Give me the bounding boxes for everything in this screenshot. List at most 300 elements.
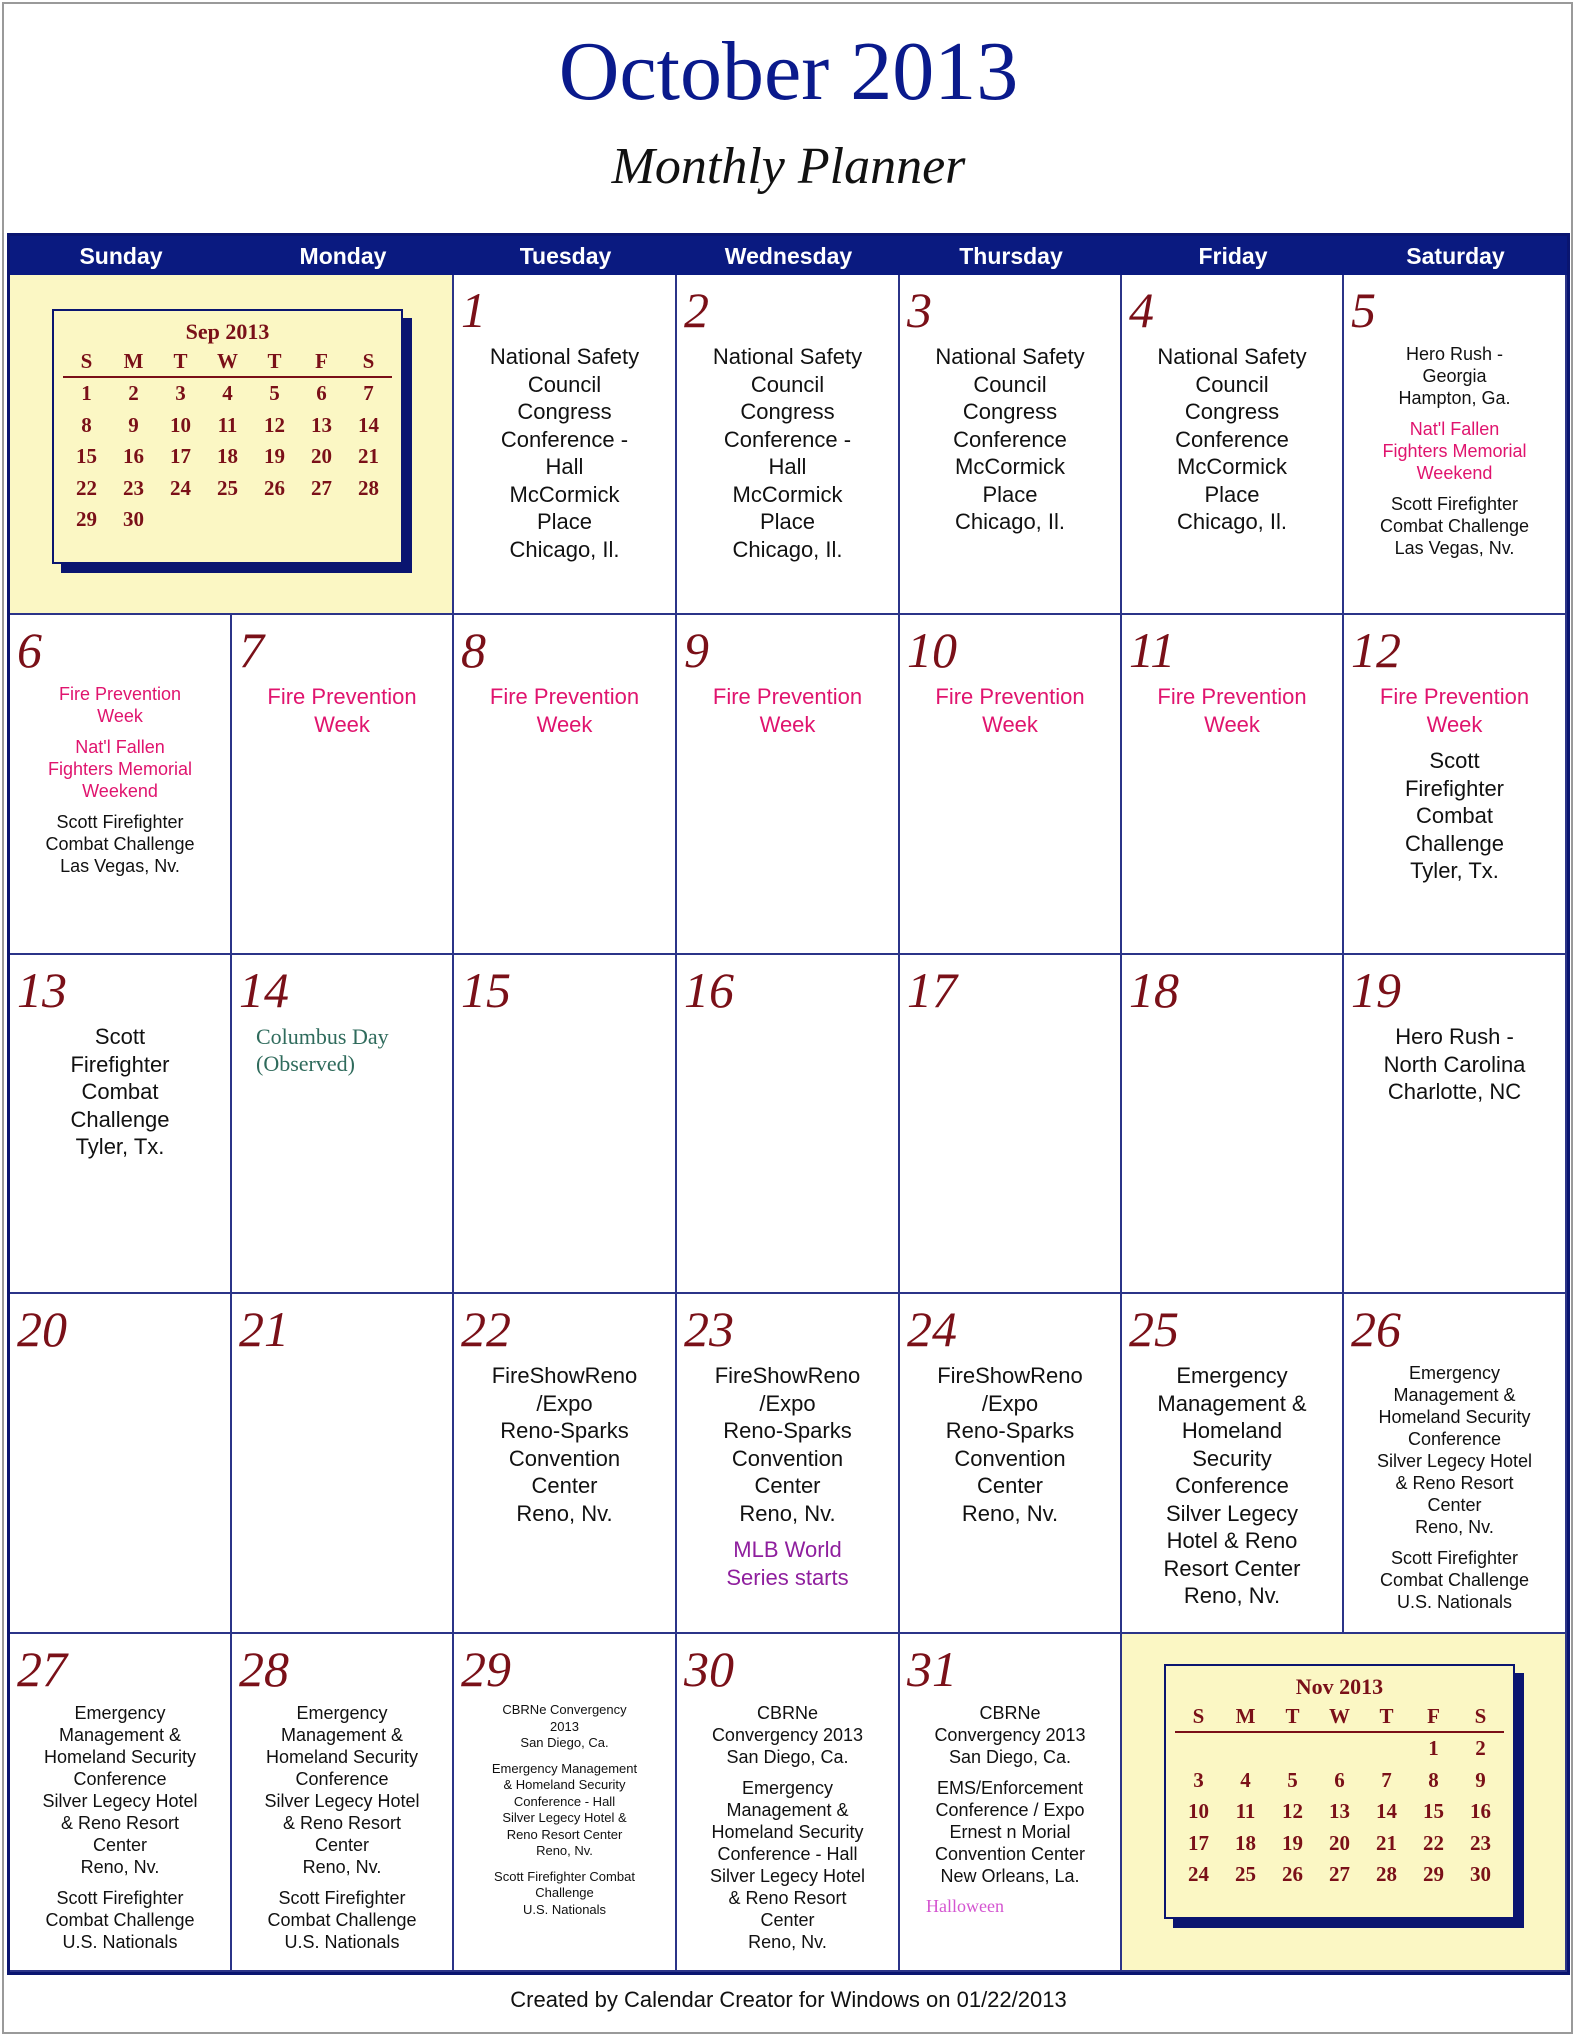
day-events [902,683,1118,747]
calendar-event[interactable] [1124,343,1340,536]
event-line: Hall [768,454,807,479]
mini-dow: W [204,347,251,377]
calendar-event[interactable] [1346,493,1563,559]
mini-day [1175,1732,1222,1765]
event-line: /Expo [759,1390,816,1416]
mini-day: 7 [1381,1767,1392,1792]
day-number: 12 [1351,622,1401,678]
event-line: CBRNe Convergency [502,1702,627,1717]
day-header-thursday: Thursday [900,236,1122,275]
event-line: Week [1204,711,1260,737]
mini-day [1269,1732,1316,1765]
day-events [1124,683,1340,747]
day-cell-9[interactable] [677,615,900,955]
calendar-event[interactable] [456,1362,673,1527]
day-cell-16[interactable] [677,955,900,1294]
event-line: Fire Prevention [935,684,1085,709]
event-line: Reno, Nv. [961,1500,1059,1526]
calendar-event[interactable] [902,1896,1118,1917]
mini-day: 30 [1470,1862,1491,1887]
event-line: Conference / Expo [935,1800,1085,1820]
day-number: 6 [17,622,42,678]
event-line: Combat Challenge [45,834,195,854]
calendar-event[interactable] [1346,683,1563,738]
mini-day: 24 [1188,1862,1209,1887]
mini-day: 12 [1282,1799,1303,1824]
event-line: Security [1192,1445,1272,1471]
event-line: Reno Resort Center [506,1826,623,1842]
mini-day [345,504,392,536]
calendar-event[interactable] [12,1887,228,1953]
day-number: 7 [239,622,264,678]
day-cell-8[interactable] [454,615,677,955]
event-line: & Homeland Security [503,1777,626,1792]
day-events [679,683,896,747]
day-events [1124,343,1340,545]
mini-day: 26 [264,475,285,500]
event-line: Challenge [535,1885,594,1900]
event-line: EMS/Enforcement [936,1778,1084,1798]
event-line: Scott Firefighter [278,1888,406,1908]
event-line: CBRNe [756,1703,818,1723]
day-events [456,343,673,572]
calendar-event[interactable] [679,343,896,563]
event-line: Council [527,371,602,397]
mini-day: 16 [123,444,144,469]
day-cell-10[interactable] [900,615,1122,955]
event-line: Silver Legecy Hotel [264,1791,420,1811]
event-line: McCormick [509,481,620,507]
day-header-friday: Friday [1122,236,1344,275]
event-line: Convergency 2013 [934,1725,1086,1745]
calendar-event[interactable] [902,343,1118,536]
day-number: 11 [1129,622,1176,678]
page-subtitle: Monthly Planner [611,138,966,195]
day-number: 26 [1351,1301,1401,1357]
event-line: 2013 [550,1718,579,1734]
mini-day: 13 [1329,1799,1350,1824]
day-number: 10 [907,622,957,678]
event-line: Ernest n Morial [949,1822,1071,1842]
event-line: Fire Prevention [489,684,640,709]
event-line: Halloween [926,1896,1004,1916]
day-events [902,343,1118,545]
day-events [1346,1023,1563,1115]
calendar-event[interactable] [456,1702,673,1752]
calendar-event[interactable] [679,1362,896,1527]
event-line: McCormick [955,454,1065,479]
day-number: 29 [461,1641,511,1697]
mini-day: 9 [128,412,139,437]
day-number: 25 [1129,1301,1179,1357]
day-header-wednesday: Wednesday [677,236,900,275]
event-line: Fighters Memorial [47,759,193,779]
event-line: Series starts [726,1564,849,1590]
event-line: Nat'l Fallen [1409,419,1500,439]
event-line: Chicago, Il. [509,536,620,562]
calendar-event[interactable] [902,1702,1118,1768]
event-line: Combat [81,1079,159,1104]
event-line: FireShowReno [491,1363,638,1388]
event-line: Weekend [82,781,158,801]
mini-day [251,504,298,536]
event-line: Hero Rush - [1395,1024,1514,1049]
event-line: Congress [740,399,835,424]
event-line: Management & [58,1725,182,1745]
day-cell-26[interactable] [1344,1294,1567,1634]
event-line: National Safety [489,344,640,369]
day-cell-25[interactable] [1122,1294,1344,1634]
day-cell-17[interactable] [900,955,1122,1294]
mini-day: 25 [217,475,238,500]
day-number: 3 [907,282,932,338]
mini-day: 11 [1235,1799,1256,1824]
mini-day: 10 [1188,1799,1209,1824]
event-line: Congress [1184,399,1280,424]
event-line: Nat'l Fallen [75,737,165,757]
event-line: U.S. Nationals [1396,1592,1513,1612]
mini-day [1363,1732,1410,1765]
mini-day: 29 [1423,1862,1444,1887]
calendar-event[interactable] [679,1536,896,1591]
event-line: Week [97,706,143,726]
calendar-event[interactable] [1346,1362,1563,1538]
day-events [679,1362,896,1600]
day-cell-1[interactable] [454,275,677,615]
mini-dow: T [1269,1702,1316,1732]
event-line: Center [92,1835,148,1855]
day-events [902,1702,1118,1926]
day-events [1346,343,1563,568]
mini-day: 25 [1235,1862,1256,1887]
day-number: 19 [1351,962,1401,1018]
event-line: Management & [1393,1385,1516,1405]
day-number: 14 [239,962,289,1018]
day-events [456,683,673,747]
event-line: Challenge [1404,830,1505,856]
calendar-event[interactable] [12,1023,228,1161]
day-cell-19[interactable] [1344,955,1567,1294]
mini-day: 19 [1282,1830,1303,1855]
event-line: Congress [962,399,1058,424]
calendar-event[interactable] [234,683,450,738]
day-cell-3[interactable] [900,275,1122,615]
event-line: FireShowReno [714,1363,861,1388]
event-line: Las Vegas, Nv. [60,856,180,876]
day-number: 16 [684,962,734,1018]
event-line: Scott Firefighter [56,1888,184,1908]
day-cell-24[interactable] [900,1294,1122,1634]
mini-day: 1 [1428,1736,1439,1761]
mini-dow: W [1316,1702,1363,1732]
day-number: 23 [684,1301,734,1357]
day-cell-23[interactable] [677,1294,900,1634]
day-events [456,1362,673,1536]
event-line: Center [531,1473,598,1498]
mini-day: 16 [1470,1799,1491,1824]
event-line: Silver Legecy [1165,1500,1299,1526]
event-line: Hampton, Ga. [1398,388,1511,408]
calendar-event[interactable] [1346,1547,1563,1613]
event-line: Chicago, Il. [1176,509,1288,534]
mini-day: 3 [1193,1767,1204,1792]
day-cell-12[interactable] [1344,615,1567,955]
mini-day: 29 [76,507,97,532]
day-cell-20[interactable] [10,1294,232,1634]
calendar-event[interactable] [12,736,228,802]
event-line: Emergency [1176,1363,1288,1388]
calendar-event[interactable] [902,1362,1118,1527]
event-line: Chicago, Il. [954,509,1066,534]
event-line: Scott Firefighter [1390,1548,1519,1568]
day-cell-22[interactable] [454,1294,677,1634]
event-line: Reno, Nv. [1415,1517,1494,1537]
event-line: Week [1426,711,1483,737]
event-line: Council [750,371,825,397]
mini-day: 9 [1475,1767,1486,1792]
event-line: Reno-Sparks [500,1418,629,1443]
calendar-event[interactable] [12,683,228,727]
calendar-event[interactable] [456,683,673,738]
event-line: Convergency 2013 [711,1725,864,1745]
calendar-event[interactable] [12,1702,228,1878]
event-line: Reno, Nv. [748,1932,827,1952]
event-line: Emergency [741,1778,834,1798]
mini-day: 15 [76,444,97,469]
event-line: San Diego, Ca. [948,1747,1072,1767]
event-line: McCormick [1177,454,1287,479]
day-number: 4 [1129,282,1154,338]
mini-calendar-table [1175,1702,1504,1891]
day-cell-4[interactable] [1122,275,1344,615]
day-cell-2[interactable] [677,275,900,615]
day-number: 24 [907,1301,957,1357]
day-events [234,1702,450,1962]
event-line: & Reno Resort [282,1813,402,1833]
mini-day: 2 [128,381,139,406]
calendar-event[interactable] [12,811,228,877]
mini-day [1222,1732,1269,1765]
mini-day: 17 [1188,1830,1209,1855]
calendar-event[interactable] [234,1702,450,1878]
event-line: Silver Legecy Hotel & [502,1810,627,1825]
event-line: Emergency [296,1703,388,1723]
day-cell-29[interactable] [454,1634,677,1972]
mini-day: 18 [1235,1830,1256,1855]
event-line: Reno, Nv. [536,1843,593,1858]
day-number: 2 [684,282,709,338]
event-line: Management & [1157,1390,1307,1416]
mini-day: 8 [81,412,92,437]
event-line: Combat Challenge [267,1910,417,1930]
day-number: 27 [17,1641,67,1697]
day-number: 31 [907,1641,957,1697]
day-cell-7[interactable] [232,615,454,955]
event-line: National Safety [1157,344,1307,369]
mini-dow: M [1222,1702,1269,1732]
event-line: Firefighter [70,1051,170,1077]
calendar-event[interactable] [456,1869,673,1919]
day-cell-15[interactable] [454,955,677,1294]
mini-day: 26 [1282,1862,1303,1887]
day-cell-13[interactable] [10,955,232,1294]
calendar-event[interactable] [1346,1023,1563,1106]
mini-day: 15 [1423,1799,1444,1824]
event-line: Center [1427,1495,1482,1515]
event-line: U.S. Nationals [522,1901,607,1917]
event-line: Scott [1429,748,1480,773]
day-cell-31[interactable] [900,1634,1122,1972]
mini-day: 8 [1428,1767,1439,1792]
event-line: Resort Center [1163,1555,1301,1581]
calendar-event[interactable] [679,1702,896,1768]
calendar-event[interactable] [902,683,1118,738]
calendar-event[interactable] [1346,747,1563,885]
day-events [234,1023,450,1086]
event-line: Challenge [70,1106,170,1132]
mini-day: 12 [264,412,285,437]
day-number: 9 [684,622,709,678]
mini-calendar-title: Nov 2013 [1295,1674,1384,1699]
mini-dow: T [1363,1702,1410,1732]
event-line: Combat Challenge [45,1910,195,1930]
event-line: New Orleans, La. [940,1866,1080,1886]
calendar-event[interactable] [1124,683,1340,738]
mini-dow: M [110,347,157,377]
mini-day: 3 [175,381,186,406]
day-cell-18[interactable] [1122,955,1344,1294]
mini-dow: F [1410,1702,1457,1732]
event-line: Homeland Security [711,1822,864,1842]
event-line: Las Vegas, Nv. [1394,538,1515,558]
day-number: 5 [1351,282,1376,338]
mini-dow: T [157,347,204,377]
mini-day: 27 [311,475,332,500]
day-cell-6[interactable] [10,615,232,955]
mini-calendar-area [1122,1634,1567,1972]
mini-day: 5 [269,381,280,406]
event-line: Conference [73,1769,167,1789]
calendar-event[interactable] [234,1023,450,1077]
day-cell-14[interactable] [232,955,454,1294]
mini-day: 30 [123,507,144,532]
event-line: Hall [545,454,584,479]
event-line: Center [976,1473,1044,1498]
event-line: Center [314,1835,370,1855]
day-cell-27[interactable] [10,1634,232,1972]
event-line: McCormick [732,481,843,507]
day-cell-5[interactable] [1344,275,1567,615]
day-cell-28[interactable] [232,1634,454,1972]
mini-day [204,504,251,536]
event-line: Fire Prevention [58,684,182,704]
mini-day: 22 [76,475,97,500]
event-line: Council [973,371,1047,397]
calendar-event[interactable] [456,343,673,563]
calendar-event[interactable] [234,1887,450,1953]
event-line: Fire Prevention [1379,684,1530,709]
mini-calendar-area [10,275,454,615]
event-line: & Reno Resort [60,1813,180,1833]
event-line: Conference - [500,426,629,452]
mini-calendar-nov [1164,1664,1515,1919]
event-line: Homeland Security [265,1747,419,1767]
calendar-event[interactable] [679,1777,896,1953]
day-events [1124,1362,1340,1619]
calendar-event[interactable] [902,1777,1118,1887]
day-events [679,1702,896,1962]
event-line: Homeland [1181,1418,1283,1443]
mini-day: 2 [1475,1736,1486,1761]
mini-day: 4 [1240,1767,1251,1792]
mini-day: 24 [170,475,191,500]
event-line: North Carolina [1383,1051,1526,1077]
event-line: U.S. Nationals [62,1932,178,1952]
day-events [1346,683,1563,894]
event-line: U.S. Nationals [284,1932,400,1952]
event-line: Fire Prevention [267,684,417,709]
event-line: Scott Firefighter [1390,494,1519,514]
event-line: Council [1195,371,1269,397]
mini-calendar-title: Sep 2013 [185,319,270,344]
day-events [234,683,450,747]
event-line: Conference - Hall [717,1844,858,1864]
event-line: San Diego, Ca. [520,1735,609,1750]
event-line: Fire Prevention [1157,684,1307,709]
event-line: Reno, Nv. [516,1500,613,1526]
event-line: Firefighter [1404,775,1505,801]
mini-day: 7 [363,381,374,406]
event-line: Convention [954,1445,1066,1471]
event-line: Place [536,509,593,534]
mini-dow: S [1175,1702,1222,1732]
day-cell-30[interactable] [677,1634,900,1972]
event-line: Fighters Memorial [1382,441,1527,461]
day-number: 18 [1129,962,1179,1018]
day-header-sunday: Sunday [10,236,232,275]
day-cell-11[interactable] [1122,615,1344,955]
event-line: Tyler, Tx. [1410,858,1499,883]
day-header-saturday: Saturday [1344,236,1567,275]
event-line: Week [759,711,816,737]
event-line: Center [760,1910,815,1930]
event-line: /Expo [536,1390,593,1416]
day-cell-21[interactable] [232,1294,454,1634]
calendar-event[interactable] [679,683,896,738]
event-line: Homeland Security [1378,1407,1531,1427]
calendar-event[interactable] [1124,1362,1340,1610]
event-line: Emergency [74,1703,166,1723]
event-line: Conference [1407,1429,1502,1449]
day-number: 15 [461,962,511,1018]
event-line: Place [1204,481,1260,507]
calendar-event[interactable] [1346,343,1563,409]
calendar-event[interactable] [456,1761,673,1860]
event-line: Convention Center [934,1844,1086,1864]
mini-day: 1 [81,381,92,406]
calendar-event[interactable] [1346,418,1563,484]
event-line: Scott Firefighter Combat [494,1868,635,1884]
day-number: 22 [461,1301,511,1357]
event-line: Emergency [1408,1363,1501,1383]
day-number: 17 [907,962,957,1018]
event-line: Reno, Nv. [80,1857,160,1877]
event-line: Conference [295,1769,389,1789]
mini-day: 20 [311,444,332,469]
mini-day: 6 [1334,1767,1345,1792]
mini-dow: S [1457,1702,1504,1732]
mini-day: 13 [311,412,332,437]
